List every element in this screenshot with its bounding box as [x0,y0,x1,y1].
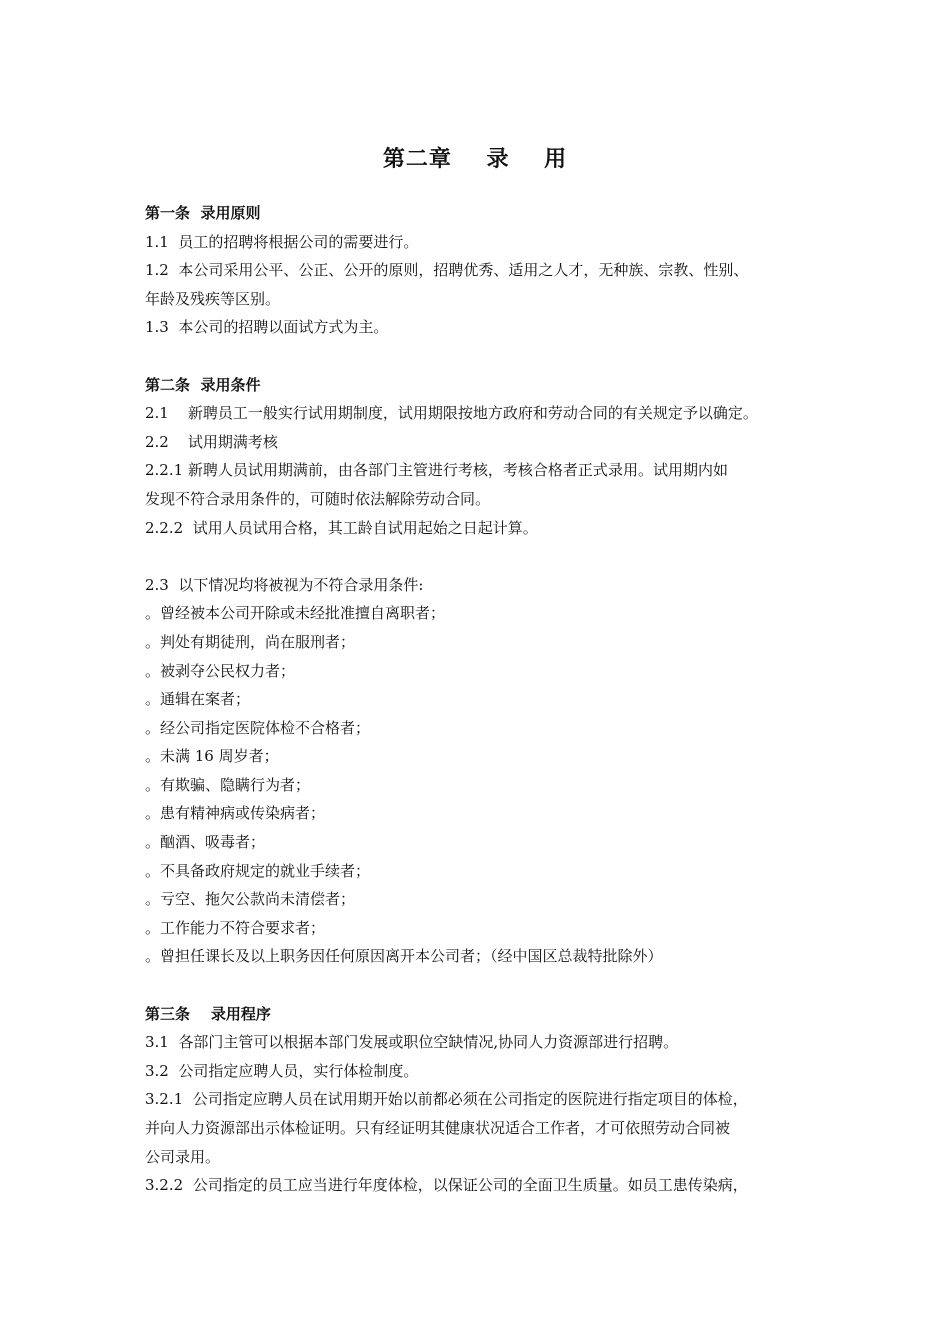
paragraph-line: 3.2.1 公司指定应聘人员在试用期开始以前都必须在公司指定的医院进行指定项目的体检， [145,1090,748,1109]
paragraph-line: 1.2 本公司采用公平、公正、公开的原则，招聘优秀、适用之人才，无种族、宗教、性别、 [145,261,749,280]
list-item: 。判处有期徒刑，尚在服刑者； [145,632,356,651]
list-item: 。患有精神病或传染病者； [145,804,326,823]
paragraph-line: 年龄及残疾等区别。 [145,289,281,308]
paragraph-line: 2.3 以下情况均将被视为不符合录用条件: [145,575,424,594]
list-item: 。曾经被本公司开除或未经批准擅自离职者； [145,604,446,623]
list-item: 。不具备政府规定的就业手续者； [145,861,371,880]
paragraph-line: 3.1 各部门主管可以根据本部门发展或职位空缺情况,协同人力资源部进行招聘。 [145,1033,679,1052]
paragraph-line: 1.1 员工的招聘将根据公司的需要进行。 [145,232,419,251]
paragraph-line: 2.1 新聘员工一般实行试用期制度，试用期限按地方政府和劳动合同的有关规定予以确定。 [145,404,758,423]
paragraph-line: 并向人力资源部出示体检证明。只有经证明其健康状况适合工作者，才可依照劳动合同被 [145,1119,731,1137]
section-heading-1: 第一条 录用原则 [145,204,261,222]
list-item: 。通辑在案者； [145,690,251,709]
list-item: 。工作能力不符合要求者； [145,918,326,937]
list-item: 。经公司指定医院体检不合格者； [145,718,371,737]
blank-line [145,971,825,1000]
document-body [145,199,825,1200]
section-heading-2: 第二条 录用条件 [145,375,261,394]
paragraph-line: 发现不符合录用条件的，可随时依法解除劳动合同。 [145,489,491,508]
list-item: 。被剥夺公民权力者； [145,661,296,680]
paragraph-line: 3.2 公司指定应聘人员，实行体检制度。 [145,1061,419,1080]
blank-line [145,542,825,571]
paragraph-line: 2.2.1 新聘人员试用期满前，由各部门主管进行考核，考核合格者正式录用。试用期内如 [145,461,728,480]
blank-line [145,342,825,371]
section-heading-3: 第三条 录用程序 [145,1004,271,1023]
paragraph-line: 3.2.2 公司指定的员工应当进行年度体检，以保证公司的全面卫生质量。如员工患传染病， [145,1176,748,1195]
list-item: 。有欺骗、隐瞒行为者； [145,775,311,794]
list-item: 。酗酒、吸毒者； [145,833,266,852]
list-item: 。亏空、拖欠公款尚未清偿者； [145,890,356,909]
list-item: 。未满 16 周岁者； [145,747,279,766]
paragraph-line: 2.2 试用期满考核 [145,432,278,451]
paragraph-line: 公司录用。 [145,1147,221,1166]
paragraph-line: 2.2.2 试用人员试用合格，其工龄自试用起始之日起计算。 [145,518,538,537]
chapter-title: 第二章 录 用 [382,146,568,172]
list-item: 。曾担任课长及以上职务因任何原因离开本公司者；（经中国区总裁特批除外） [145,947,663,966]
paragraph-line: 1.3 本公司的招聘以面试方式为主。 [145,318,389,337]
